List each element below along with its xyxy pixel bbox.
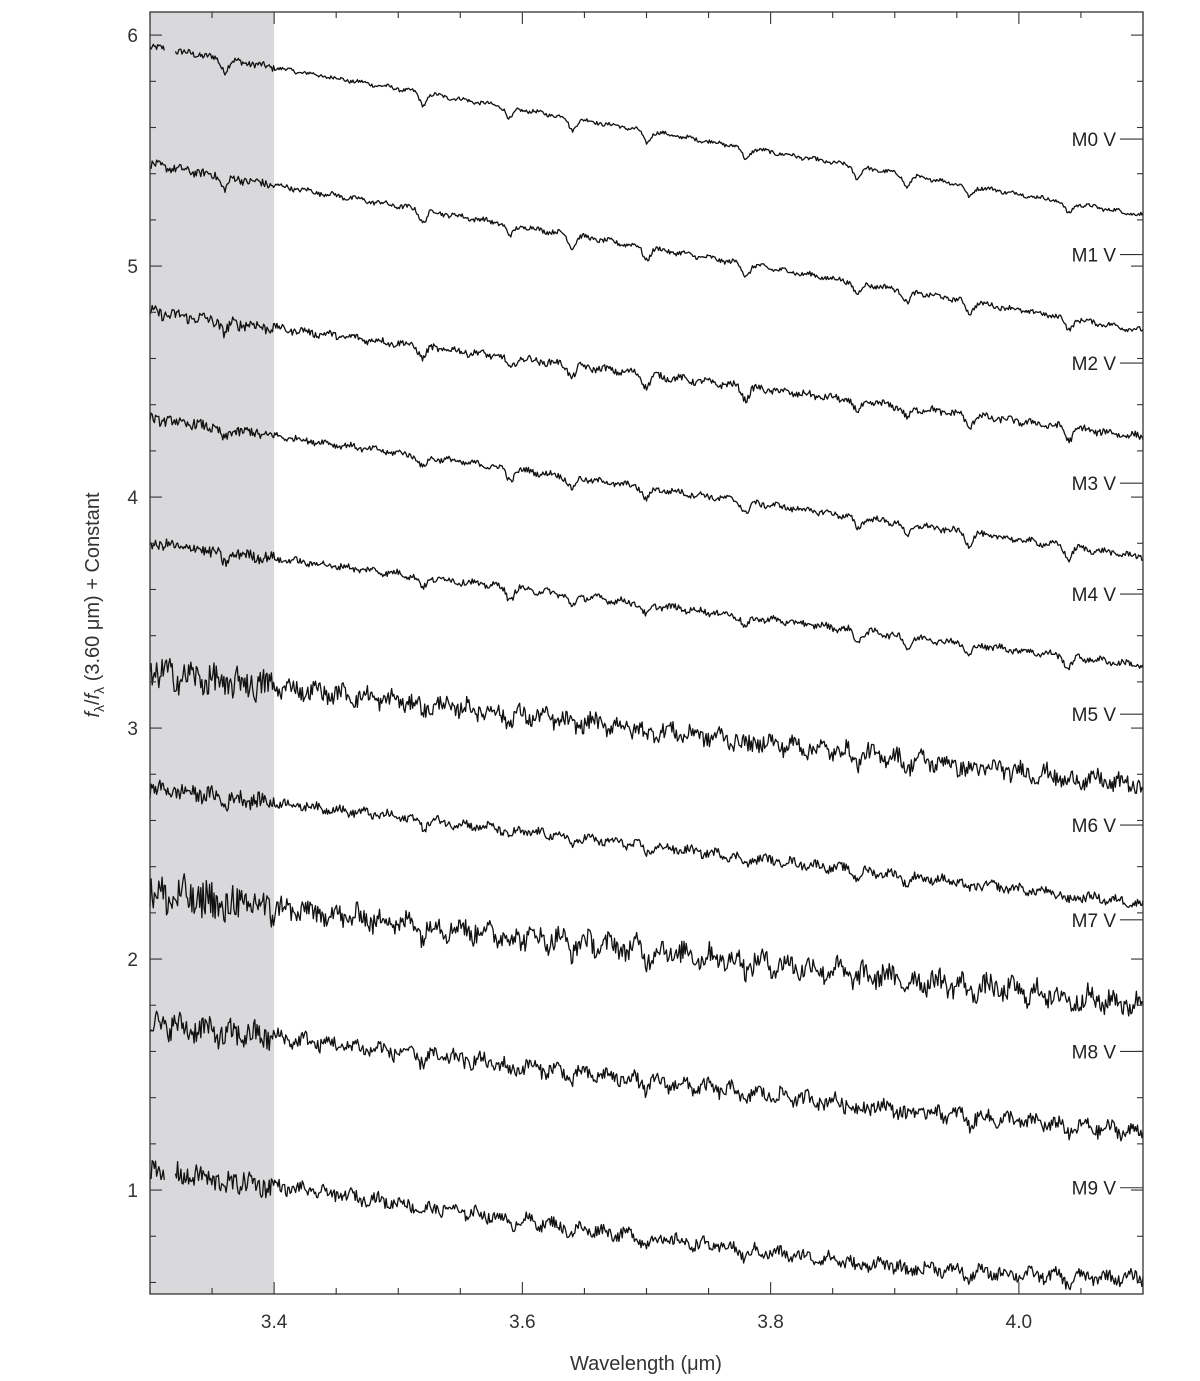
x-tick-label: 3.8 [757, 1312, 784, 1333]
x-tick-label: 3.4 [260, 1312, 288, 1333]
x-tick-label: 3.6 [509, 1312, 536, 1333]
ticks-group [127, 12, 1143, 1333]
plot-frame [150, 12, 1143, 1294]
spectrum-line-m2-v [150, 306, 1143, 443]
series-label: M3 V [1071, 474, 1116, 496]
shaded-region [150, 12, 274, 1294]
series-label: M9 V [1071, 1178, 1116, 1200]
x-axis-title: Wavelength (μm) [570, 1353, 722, 1375]
y-title-f2: f [82, 693, 104, 700]
series-label: M0 V [1071, 130, 1116, 152]
spectrum-line-m6-v [150, 780, 1143, 907]
series-label: M6 V [1071, 816, 1116, 838]
series-label: M2 V [1071, 354, 1116, 376]
y-tick-label: 6 [127, 26, 138, 48]
y-tick-label: 1 [127, 1181, 138, 1203]
y-tick-label: 5 [127, 257, 138, 279]
x-tick-label: 4.0 [1005, 1312, 1033, 1333]
y-tick-label: 2 [127, 950, 138, 972]
series-label: M1 V [1071, 245, 1116, 267]
spectrum-line-m5-v [150, 659, 1143, 794]
spectrum-line-m7-v [150, 874, 1143, 1016]
y-title-sub1: λ [91, 704, 107, 712]
y-title-slash: / [82, 699, 104, 705]
spectrum-line-m3-v [150, 413, 1143, 562]
y-title-rest: (3.60 μm) + Constant [82, 492, 104, 687]
series-label: M5 V [1071, 705, 1116, 727]
y-title-f1: f [82, 711, 104, 718]
series-label: M8 V [1071, 1042, 1116, 1064]
y-axis-title [82, 492, 107, 718]
y-tick-label: 4 [127, 488, 138, 510]
series-label: M7 V [1071, 910, 1116, 932]
spectra-group [150, 44, 1143, 1289]
spectrum-line-m8-v [150, 1011, 1143, 1141]
spectrum-line-m9-v [150, 1161, 1143, 1290]
y-tick-label: 3 [127, 719, 138, 741]
spectrum-line-m4-v [150, 539, 1143, 670]
spectrum-line-m1-v [150, 160, 1143, 332]
y-title-sub2: λ [91, 686, 107, 694]
series-label: M4 V [1071, 585, 1116, 607]
